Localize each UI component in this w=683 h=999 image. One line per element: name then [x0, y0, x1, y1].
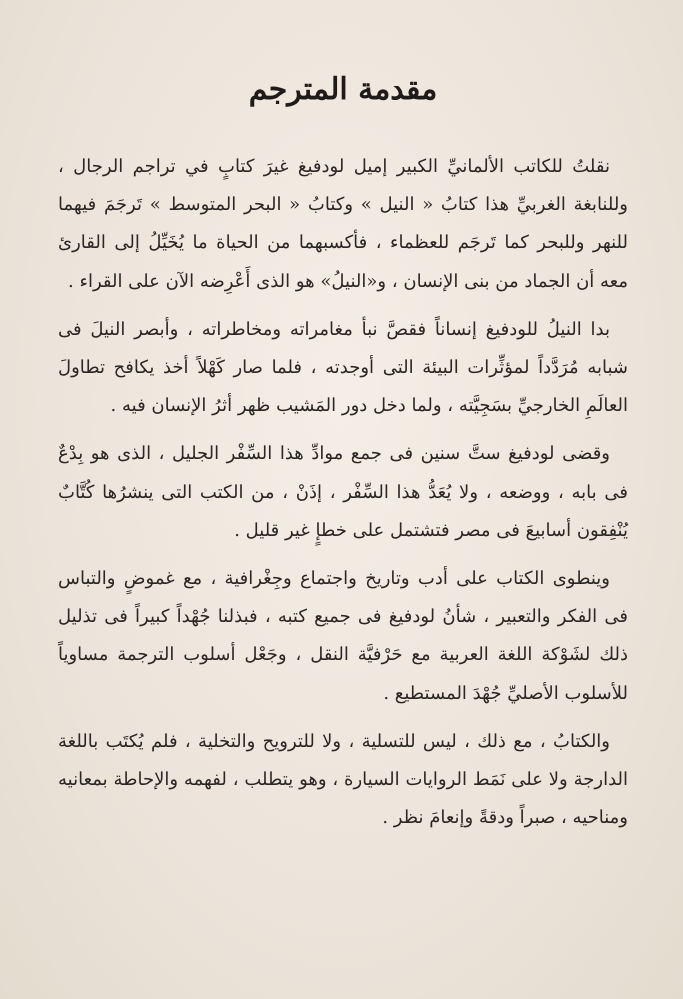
paragraph-3: وقضى لودفيغ ستَّ سنين فى جمع موادِّ هذا السِّفْر الجليل ، الذى هو بِدْعٌ فى بابه ، ووضعه ، ولا يُعَدُّ هذا السِّفْر ، إذَنْ ، من الكتب التى ينشرُها كُتَّابٌ يُنْفِقون أسابيعَ فى مصر فتشتمل على خطإٍ غير قليل . — [58, 443, 628, 541]
paragraph-2: بدا النيلُ للودفيغ إنساناً فقصَّ نبأ مغامراته ومخاطراته ، وأبصر النيلَ فى شبابه مُرَدَّداً لمؤثِّرات البيئة التى أوجدته ، فلما صار كَهْلاً أخذ يكافح تطاولَ العالَمِ الخارجيِّ بسَجِيَّته ، ولما دخل دور المَشيب ظهر أثرُ الإنسان فيه . — [58, 318, 628, 417]
paragraph-5: والكتابُ ، مع ذلك ، ليس للتسلية ، ولا للترويح والتخلية ، فلم يُكتَب باللغة الدارجة ولا على نَمَط الروايات السيارة ، وهو يتطلب ، لفهمه والإحاطة بمعانيه ومناحيه ، صبراً ودقةً وإنعامَ نظر . — [58, 730, 628, 829]
book-page — [58, 70, 628, 847]
paragraph-1: نقلتُ للكاتب الألمانيِّ الكبير إميل لودفيغ غيرَ كتابٍ في تراجم الرجال ، وللنابغة الغربيِّ هذا كتابُ « النيل » وكتابُ « البحر المتوسط » تَرجَمَ فيهما للنهر وللبحر كما تَرجَم للعظماء ، فأكسبهما من الحياة ما يُخَيِّلُ إلى القارئ معه أن الجماد من بنى الإنسان ، و«النيلُ» هو الذى أَعْرِضه الآن على القراء . — [58, 156, 628, 292]
page-title: مقدمة المترجم — [248, 72, 438, 107]
paragraph-4: وينطوى الكتاب على أدب وتاريخ واجتماع وجِغْرافية ، مع غموضٍ والتباس فى الفكر والتعبير ، شأنُ لودفيغ فى جميع كتبه ، فبذلنا جُهْداً كبيراً فى تذليل ذلك لشَوْكة اللغة العربية مع حَرْفيَّة النقل ، وجَعْل أسلوب الترجمة مساوياً للأسلوب الأصليِّ جُهْدَ المستطيع . — [58, 568, 628, 704]
